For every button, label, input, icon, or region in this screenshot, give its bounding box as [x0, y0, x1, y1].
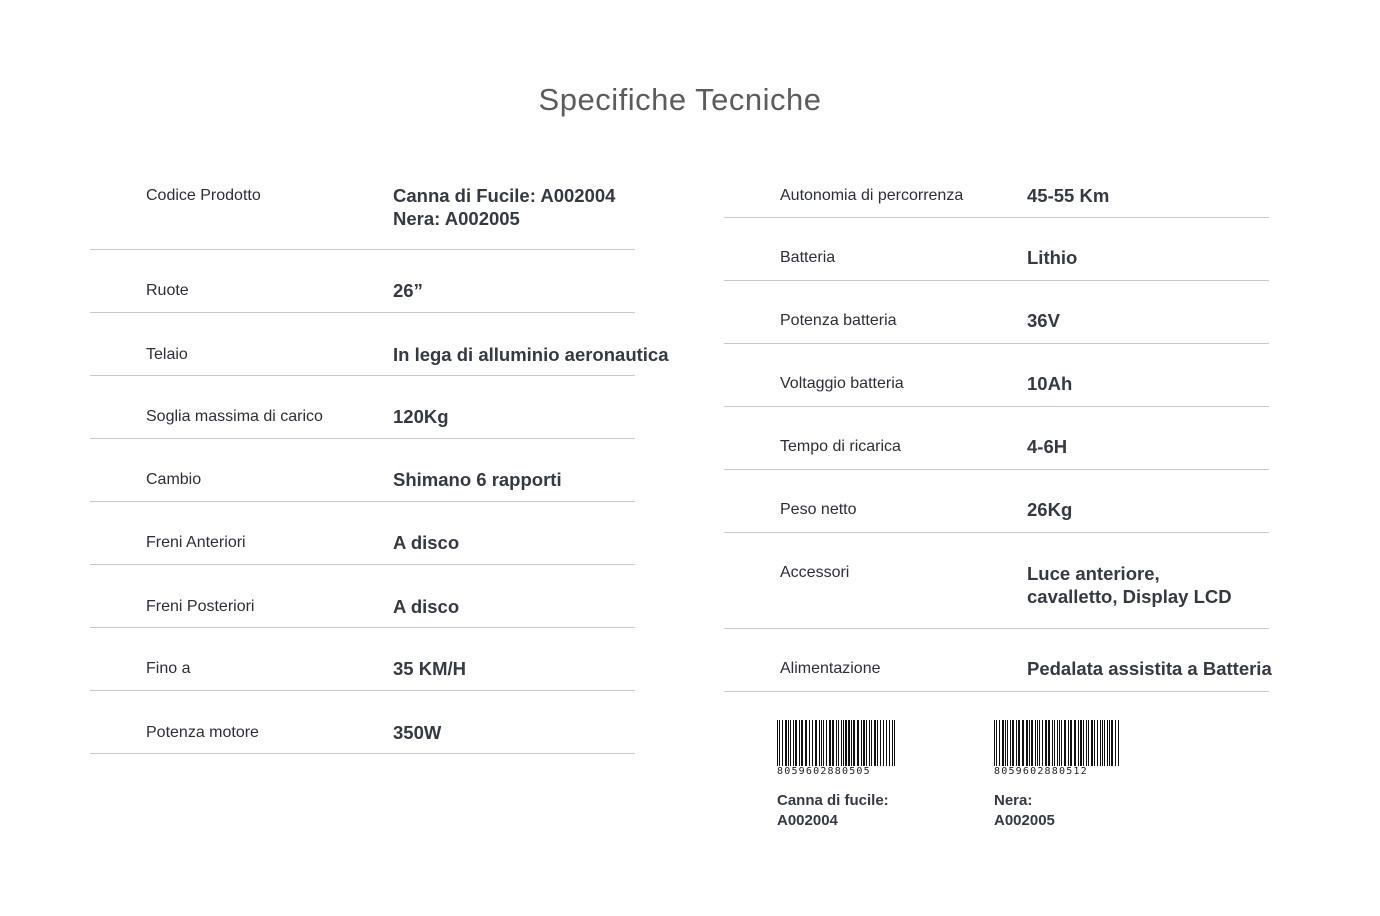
barcode-bar	[892, 720, 893, 766]
spec-row	[90, 313, 669, 376]
spec-row	[90, 376, 635, 439]
barcode-icon	[994, 720, 1120, 766]
spec-row	[724, 281, 1269, 344]
spec-value: Lithio	[1027, 247, 1078, 268]
barcode-caption-line: A002004	[777, 812, 838, 829]
spec-row	[724, 176, 1269, 218]
barcode-bar	[1018, 720, 1020, 766]
spec-row	[90, 565, 635, 628]
barcode-bar	[795, 720, 797, 766]
barcode-bar	[1031, 720, 1033, 766]
barcode-bar	[857, 720, 859, 766]
barcode-bar	[1064, 720, 1066, 766]
barcode-bar	[869, 720, 870, 766]
spec-value: A disco	[393, 596, 460, 617]
barcode-bar	[1100, 720, 1101, 766]
barcode-caption-line: Nera:	[994, 792, 1033, 809]
spec-value: 45-55 Km	[1027, 185, 1110, 206]
spec-value: A disco	[393, 532, 460, 553]
barcode-bar	[861, 720, 862, 766]
barcode-bar	[1042, 720, 1043, 766]
barcode-bar	[1037, 720, 1038, 766]
barcode-bar	[880, 720, 881, 766]
spec-row	[724, 218, 1269, 281]
spec-row	[90, 628, 635, 691]
barcode-icon	[777, 720, 897, 766]
barcode-bar	[821, 720, 822, 766]
barcode-caption-line: A002005	[994, 812, 1055, 829]
barcode-digits: 8059602880505	[777, 766, 871, 777]
barcode-caption	[994, 791, 1120, 831]
barcode-bar	[848, 720, 850, 766]
spec-row	[90, 250, 635, 313]
barcode-bar	[1068, 720, 1069, 766]
barcode-bar	[1048, 720, 1050, 766]
barcode-bar	[1107, 720, 1108, 766]
spec-value	[393, 184, 615, 230]
spec-label: Codice Prodotto	[146, 187, 261, 204]
barcode-bar	[1074, 720, 1076, 766]
barcode-bar	[1005, 720, 1006, 766]
barcode-bar	[799, 720, 800, 766]
barcode-bar	[823, 720, 824, 766]
barcode-bar	[1104, 720, 1105, 766]
barcode-bar	[853, 720, 855, 766]
spec-value-line: Luce anteriore,	[1027, 563, 1160, 584]
barcode-bar	[1061, 720, 1062, 766]
spec-label: Potenza batteria	[780, 312, 897, 329]
barcode-bar	[1052, 720, 1053, 766]
barcode-caption	[777, 791, 897, 831]
spec-value: 35 KM/H	[393, 658, 466, 679]
barcode-bar	[874, 720, 876, 766]
barcode-bar	[1026, 720, 1028, 766]
barcode-bar	[790, 720, 791, 766]
spec-row	[90, 439, 635, 502]
barcode-bar	[1109, 720, 1110, 766]
spec-row	[90, 691, 635, 754]
page-title: Specifiche Tecniche	[538, 82, 822, 117]
barcode-bar	[1080, 720, 1082, 766]
barcode-bar	[894, 720, 895, 766]
barcode-bar	[1094, 720, 1095, 766]
barcode-bar	[1010, 720, 1011, 766]
barcode-bar	[871, 720, 872, 766]
spec-label: Cambio	[146, 471, 202, 488]
spec-row	[724, 344, 1269, 407]
spec-label: Autonomia di percorrenza	[780, 187, 964, 204]
barcode-bar	[801, 720, 803, 766]
barcode-bar	[1083, 720, 1084, 766]
barcode-bar	[851, 720, 852, 766]
barcode-bar	[999, 720, 1000, 766]
barcode-bar	[1022, 720, 1024, 766]
barcode-bar	[829, 720, 831, 766]
barcode-bar	[886, 720, 887, 766]
barcode-digits: 8059602880512	[994, 766, 1088, 777]
spec-label: Peso netto	[780, 501, 857, 518]
spec-value: 4-6H	[1027, 436, 1068, 457]
spec-value: 350W	[393, 722, 442, 743]
barcode-bar	[1012, 720, 1014, 766]
barcode-bar	[838, 720, 839, 766]
barcode-bar	[826, 720, 827, 766]
spec-label: Fino a	[146, 660, 191, 677]
spec-row	[724, 407, 1269, 470]
spec-value: Pedalata assistita a Batteria	[1027, 658, 1272, 679]
barcode-caption-line: Canna di fucile:	[777, 792, 889, 809]
spec-label: Batteria	[780, 249, 836, 266]
barcode-bar	[1039, 720, 1040, 766]
barcode-block	[777, 720, 897, 831]
barcode-bar	[819, 720, 820, 766]
barcode-bar	[889, 720, 890, 766]
barcode-bar	[1045, 720, 1047, 766]
barcode-bar	[836, 720, 837, 766]
barcode-bar	[877, 720, 878, 766]
barcode-bar	[815, 720, 817, 766]
barcode-bar	[866, 720, 867, 766]
barcode-bar	[809, 720, 810, 766]
barcode-bar	[1029, 720, 1030, 766]
spec-table-right	[724, 176, 1272, 692]
barcode-bar	[793, 720, 794, 766]
barcode-bar	[1088, 720, 1089, 766]
barcode-bar	[845, 720, 847, 766]
spec-value-line: cavalletto, Display LCD	[1027, 586, 1232, 607]
spec-value: 120Kg	[393, 406, 449, 427]
spec-label: Telaio	[146, 346, 188, 363]
barcode-bar	[841, 720, 842, 766]
barcode-bar	[1097, 720, 1098, 766]
barcode-bar	[1115, 720, 1116, 766]
barcode-bar	[832, 720, 834, 766]
barcode-bar	[1016, 720, 1017, 766]
spec-value: In lega di alluminio aeronautica	[393, 344, 669, 365]
barcode-bar	[1078, 720, 1079, 766]
barcode-bar	[782, 720, 783, 766]
spec-row	[724, 533, 1269, 629]
barcode-bar	[1111, 720, 1113, 766]
barcode-bar	[1054, 720, 1055, 766]
spec-value: 36V	[1027, 310, 1060, 331]
barcode-bar	[1059, 720, 1060, 766]
spec-value	[1027, 562, 1232, 608]
barcode-bar	[812, 720, 813, 766]
barcode-bar	[805, 720, 807, 766]
spec-value: 26Kg	[1027, 499, 1073, 520]
spec-row	[90, 176, 635, 250]
spec-label: Alimentazione	[780, 660, 881, 677]
spec-row	[90, 502, 635, 565]
barcode-bar	[996, 720, 997, 766]
barcode-bar	[1070, 720, 1072, 766]
barcode-bar	[883, 720, 884, 766]
barcode-bar	[785, 720, 787, 766]
barcode-bar	[1091, 720, 1093, 766]
barcode-bar	[863, 720, 865, 766]
spec-row	[724, 470, 1269, 533]
spec-table-left	[90, 176, 669, 754]
barcode-bar	[788, 720, 789, 766]
spec-label: Tempo di ricarica	[780, 438, 901, 455]
barcode-bar	[1057, 720, 1058, 766]
spec-label: Freni Posteriori	[146, 598, 255, 615]
barcode-bar	[843, 720, 844, 766]
spec-value: 10Ah	[1027, 373, 1073, 394]
barcode-bar	[1102, 720, 1103, 766]
barcode-block	[994, 720, 1120, 831]
spec-label: Voltaggio batteria	[780, 375, 904, 392]
spec-label: Soglia massima di carico	[146, 408, 323, 425]
barcode-bar	[1118, 720, 1119, 766]
spec-label: Ruote	[146, 282, 189, 299]
barcode-bar	[1035, 720, 1036, 766]
spec-value: Shimano 6 rapporti	[393, 469, 562, 490]
spec-label: Potenza motore	[146, 724, 259, 741]
barcode-bar	[1007, 720, 1008, 766]
barcode-bar	[1086, 720, 1087, 766]
spec-row	[724, 629, 1272, 692]
spec-value-line: Nera: A002005	[393, 208, 520, 229]
spec-label: Accessori	[780, 564, 850, 581]
spec-value: 26”	[393, 280, 423, 301]
spec-label: Freni Anteriori	[146, 534, 246, 551]
barcode-bar	[777, 720, 778, 766]
barcode-bar	[1002, 720, 1004, 766]
barcode-bar	[994, 720, 995, 766]
barcode-bar	[779, 720, 780, 766]
spec-value-line: Canna di Fucile: A002004	[393, 185, 616, 206]
